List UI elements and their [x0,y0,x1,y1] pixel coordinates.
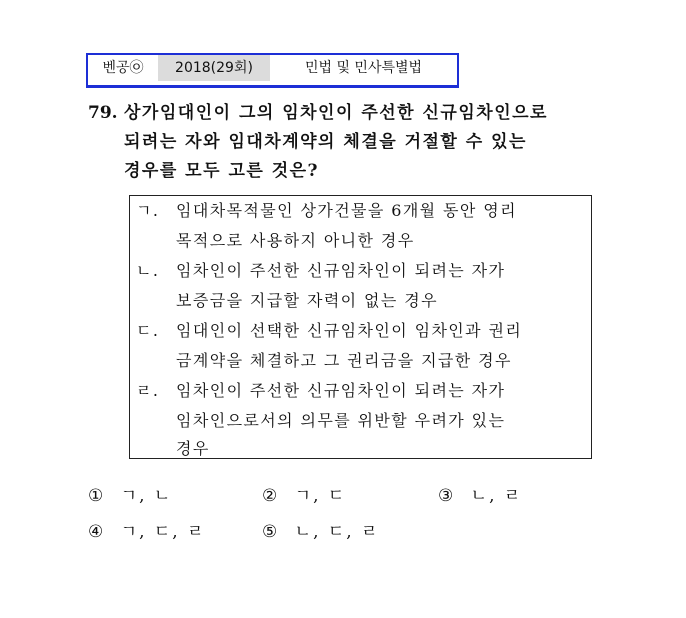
choice-number: ② [262,486,280,506]
choice-3[interactable] [438,481,522,506]
item-text: 임차인이 주선한 신규임차인이 되려는 자가 [176,381,506,400]
choice-number: ⑤ [262,522,280,542]
choice-1[interactable] [88,481,172,506]
exam-header [86,53,459,85]
item-text: 목적으로 사용하지 아니한 경우 [176,231,415,250]
exam-label: 2018(29회) [158,55,270,81]
choice-text: ㄴ, ㄹ [470,486,523,506]
choice-text: ㄱ, ㄴ [120,486,173,506]
item-text: 경우 [176,439,210,458]
subject-label: 민법 및 민사특별법 [304,60,423,76]
choice-text: ㄱ, ㄷ, ㄹ [120,522,206,542]
choice-text: ㄴ, ㄷ, ㄹ [294,522,380,542]
item-text: 임차인으로서의 의무를 위반할 우려가 있는 [176,411,506,430]
choice-number: ① [88,486,106,506]
item-text: 보증금을 지급할 자력이 없는 경우 [176,291,438,310]
item-marker: ㄱ. [136,201,160,220]
question-line: 되려는 자와 임대차계약의 체결을 거절할 수 있는 [124,132,527,152]
choice-5[interactable] [262,517,380,542]
item-marker: ㄴ. [136,261,160,280]
item-marker: ㄹ. [136,381,160,400]
choice-text: ㄱ, ㄷ [294,486,347,506]
choice-2[interactable] [262,481,346,506]
brand-label: 벤공㉧ [102,60,144,76]
item-text: 임대인이 선택한 신규임차인이 임차인과 권리 [176,321,523,340]
item-text: 금계약을 체결하고 그 권리금을 지급한 경우 [176,351,512,370]
item-text: 임대차목적물인 상가건물을 6개월 동안 영리 [176,201,517,220]
question-line: 상가임대인이 그의 임차인이 주선한 신규임차인으로 [124,103,548,123]
choice-number: ③ [438,486,456,506]
choice-number: ④ [88,522,106,542]
question-number: 79. [88,103,118,123]
item-text: 임차인이 주선한 신규임차인이 되려는 자가 [176,261,506,280]
question-line: 경우를 모두 고른 것은? [124,161,320,181]
choice-4[interactable] [88,517,206,542]
items-box [129,195,592,459]
header-underline [86,85,459,88]
item-marker: ㄷ. [136,321,160,340]
